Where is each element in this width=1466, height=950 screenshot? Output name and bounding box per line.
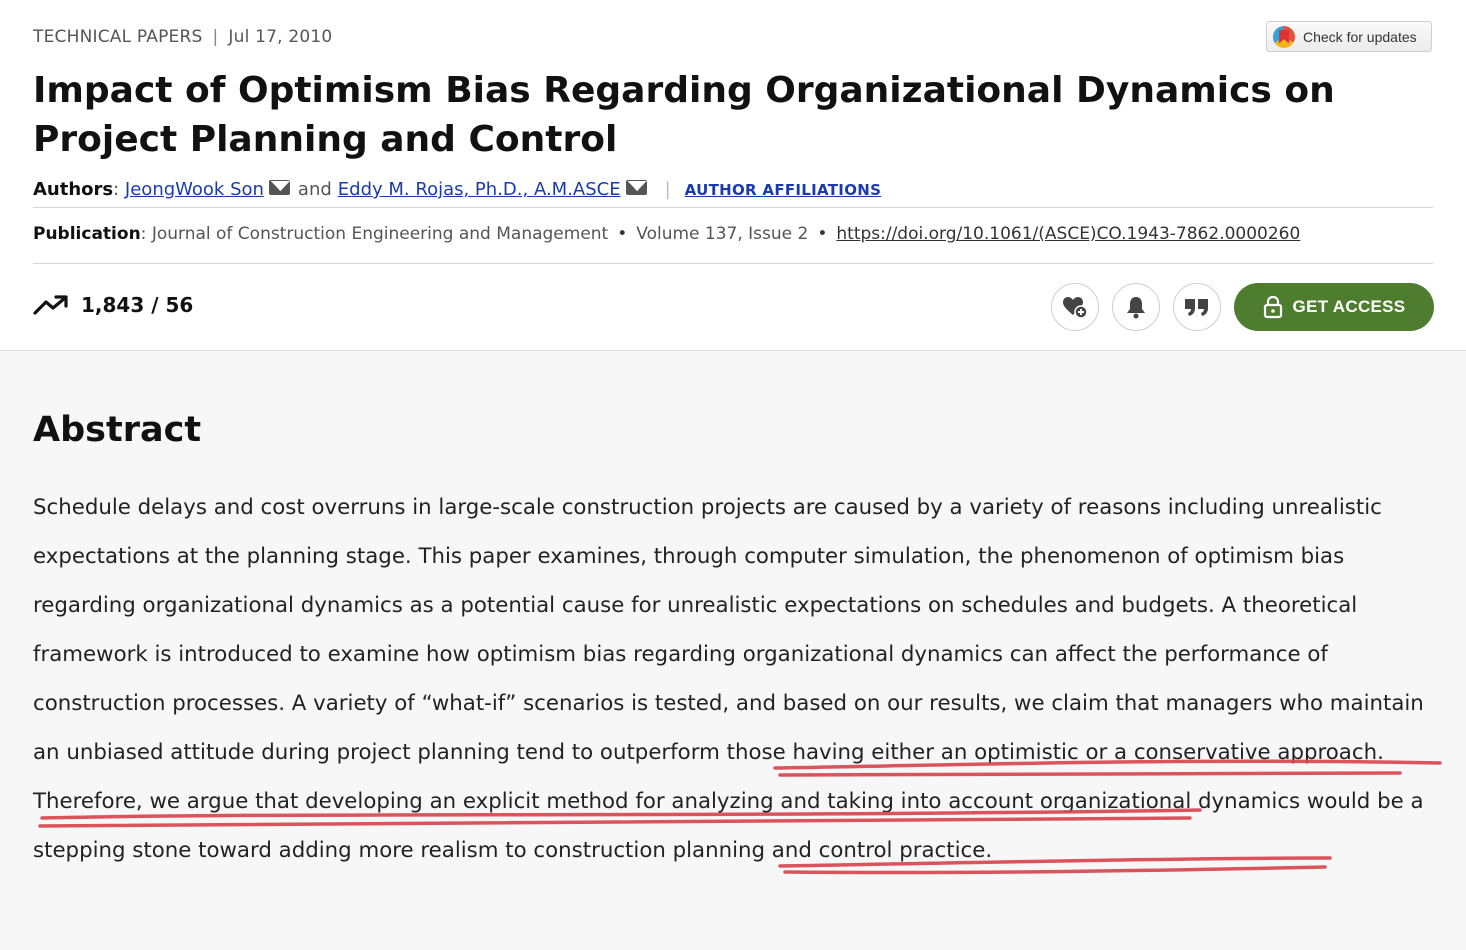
author-affiliations-link[interactable]: AUTHOR AFFILIATIONS	[684, 180, 882, 199]
authors-label: Authors	[33, 179, 114, 200]
get-access-label: GET ACCESS	[1292, 297, 1406, 316]
bullet: •	[817, 224, 828, 244]
check-updates-label: Check for updates	[1303, 28, 1417, 45]
divider	[33, 207, 1433, 208]
mail-icon[interactable]	[269, 180, 290, 195]
author-link-rojas[interactable]: Eddy M. Rojas, Ph.D., A.M.ASCE	[337, 179, 621, 200]
authors-conjunction: and	[297, 179, 332, 200]
trending-up-icon	[33, 295, 69, 315]
cite-button[interactable]	[1173, 283, 1221, 331]
abstract-text: Schedule delays and cost overruns in large-scale construction projects are caused by a variety of reasons including unrealistic expectations at the planning stage. This paper examines, through computer simulation, the phenomenon of optimism bias regarding organizational dynamics as a potential cause for unrealistic expectations on schedules and budgets. A theoretical framework is introduced to examine how optimism bias regarding organizational dynamics can affect the performance of construction processes. A variety of “what-if” scenarios is tested, and based on our results, we claim that managers who maintain an unbiased attitude during project planning tend to outperform those having either an optimistic or a conservative approach. Therefore, we argue that developing an explicit method for analyzing and taking into account organizational dynamics would be a stepping stone toward adding more realism to construction planning and control practice.	[33, 495, 1424, 863]
publication-line	[33, 224, 1300, 244]
authors-line	[33, 179, 881, 200]
doi-link[interactable]: https://doi.org/10.1061/(ASCE)CO.1943-7862.0000260	[836, 224, 1301, 244]
authors-colon: :	[113, 179, 125, 200]
journal-name: Journal of Construction Engineering and Management	[151, 224, 609, 244]
meta-separator: |	[212, 27, 219, 47]
add-to-favorites-button[interactable]	[1051, 283, 1099, 331]
divider	[33, 263, 1433, 264]
article-meta	[33, 27, 332, 47]
bell-icon	[1125, 295, 1147, 319]
section-label: TECHNICAL PAPERS	[33, 27, 203, 47]
metrics	[33, 293, 193, 317]
article-title: Impact of Optimism Bias Regarding Organizational Dynamics on Project Planning and Control	[33, 70, 1335, 160]
publish-date: Jul 17, 2010	[228, 27, 333, 47]
check-for-updates-button[interactable]	[1266, 21, 1432, 52]
author-link-son[interactable]: JeongWook Son	[124, 179, 264, 200]
volume-issue: Volume 137, Issue 2	[636, 224, 809, 244]
alerts-button[interactable]	[1112, 283, 1160, 331]
get-access-button[interactable]	[1234, 283, 1434, 331]
lock-icon	[1263, 295, 1283, 319]
favorite-add-icon	[1062, 295, 1088, 319]
check-updates-icon	[1273, 26, 1295, 48]
bullet: •	[617, 224, 628, 244]
article-header	[0, 0, 1466, 351]
metrics-counts: 1,843 / 56	[81, 293, 194, 317]
authors-divider: |	[664, 179, 671, 200]
publication-label: Publication	[33, 224, 141, 244]
mail-icon[interactable]	[626, 180, 647, 195]
abstract-heading: Abstract	[33, 410, 202, 450]
quote-icon	[1184, 297, 1210, 317]
publication-colon: :	[140, 224, 152, 244]
